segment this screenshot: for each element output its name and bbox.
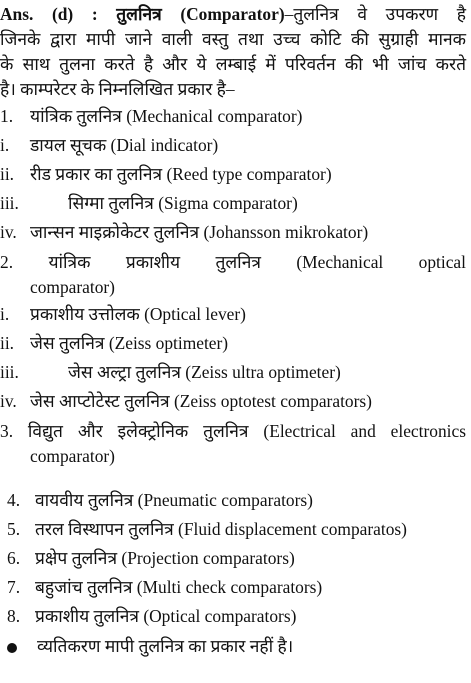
list-item bbox=[0, 331, 471, 356]
list-item bbox=[0, 133, 471, 158]
item-marker: i. bbox=[0, 304, 10, 324]
list-item bbox=[0, 389, 471, 414]
item-text: जान्सन माइक्रोकेटर तुलनित्र (Johansson mikrokator) bbox=[30, 222, 369, 242]
list-item bbox=[0, 162, 471, 187]
item-text: तरल विस्थापन तुलनित्र (Fluid displacement comparatos) bbox=[35, 519, 407, 539]
list-item bbox=[0, 488, 471, 513]
item-text: प्रकाशीय उत्तोलक (Optical lever) bbox=[30, 304, 246, 324]
item-text: प्रकाशीय तुलनित्र (Optical comparators) bbox=[35, 606, 297, 626]
item-marker: ii. bbox=[0, 164, 15, 184]
list-item bbox=[0, 517, 471, 542]
list-item bbox=[0, 220, 471, 245]
item-text: जेस तुलनित्र (Zeiss optimeter) bbox=[30, 333, 229, 353]
item-text: बहुजांच तुलनित्र (Multi check comparators) bbox=[35, 577, 323, 597]
item-continuation: comparator) bbox=[30, 277, 115, 297]
bullet-icon bbox=[7, 643, 17, 653]
item-text: विद्युत और इलेक्ट्रोनिक तुलनित्र (Electrical and electronics bbox=[27, 421, 466, 441]
item-text: प्रक्षेप तुलनित्र (Projection comparators) bbox=[35, 548, 295, 568]
item-marker: i. bbox=[0, 135, 10, 155]
item-marker: 7. bbox=[7, 577, 21, 597]
intro-line-3: के साथ तुलना करते है और ये लम्बाई में परिवर्तन की भी जांच करते bbox=[0, 54, 466, 74]
list-item bbox=[0, 419, 471, 444]
item-marker: 2. bbox=[0, 252, 14, 272]
bullet-item-text: व्यतिकरण मापी तुलनित्र का प्रकार नहीं है। bbox=[37, 636, 294, 656]
item-text: सिग्मा तुलनित्र (Sigma comparator) bbox=[68, 193, 298, 213]
item-text: वायवीय तुलनित्र (Pneumatic comparators) bbox=[35, 490, 313, 510]
item-marker: iii. bbox=[0, 193, 19, 213]
intro-line-1: –तुलनित्र वे उपकरण है bbox=[284, 4, 466, 24]
item-text: यांत्रिक तुलनित्र (Mechanical comparator) bbox=[30, 106, 303, 126]
answer-first-line bbox=[0, 2, 471, 27]
list-item bbox=[0, 604, 471, 629]
list-item bbox=[0, 191, 471, 216]
list-item bbox=[0, 360, 471, 385]
intro-line-4: है। काम्परेटर के निम्नलिखित प्रकार है– bbox=[0, 79, 235, 99]
item-marker: 4. bbox=[7, 490, 21, 510]
item-text: रीड प्रकार का तुलनित्र (Reed type comparator) bbox=[30, 164, 332, 184]
item-marker: 6. bbox=[7, 548, 21, 568]
item-marker: 8. bbox=[7, 606, 21, 626]
list-item bbox=[0, 250, 471, 275]
item-continuation: comparator) bbox=[30, 446, 115, 466]
item-text: जेस अल्ट्रा तुलनित्र (Zeiss ultra optimeter) bbox=[68, 362, 341, 382]
item-text: यांत्रिक प्रकाशीय तुलनित्र (Mechanical optical bbox=[48, 252, 466, 272]
bullet-item bbox=[0, 634, 471, 659]
list-item bbox=[0, 546, 471, 571]
item-marker: ii. bbox=[0, 333, 15, 353]
item-marker: iv. bbox=[0, 222, 17, 242]
item-marker: iv. bbox=[0, 391, 17, 411]
item-marker: 3. bbox=[0, 421, 14, 441]
item-marker: iii. bbox=[0, 362, 19, 382]
item-text: डायल सूचक (Dial indicator) bbox=[30, 135, 219, 155]
list-item bbox=[0, 575, 471, 600]
intro-line-2: जिनके द्वारा मापी जाने वाली वस्तु तथा उच्च कोटि की सुग्राही मानक bbox=[0, 29, 466, 49]
list-item bbox=[0, 302, 471, 327]
item-text: जेस आप्टोटेस्ट तुलनित्र (Zeiss optotest comparators) bbox=[30, 391, 372, 411]
list-item bbox=[0, 104, 471, 129]
answer-label: Ans. (d) : तुलनित्र (Comparator) bbox=[0, 4, 285, 24]
item-marker: 5. bbox=[7, 519, 21, 539]
item-marker: 1. bbox=[0, 106, 14, 126]
